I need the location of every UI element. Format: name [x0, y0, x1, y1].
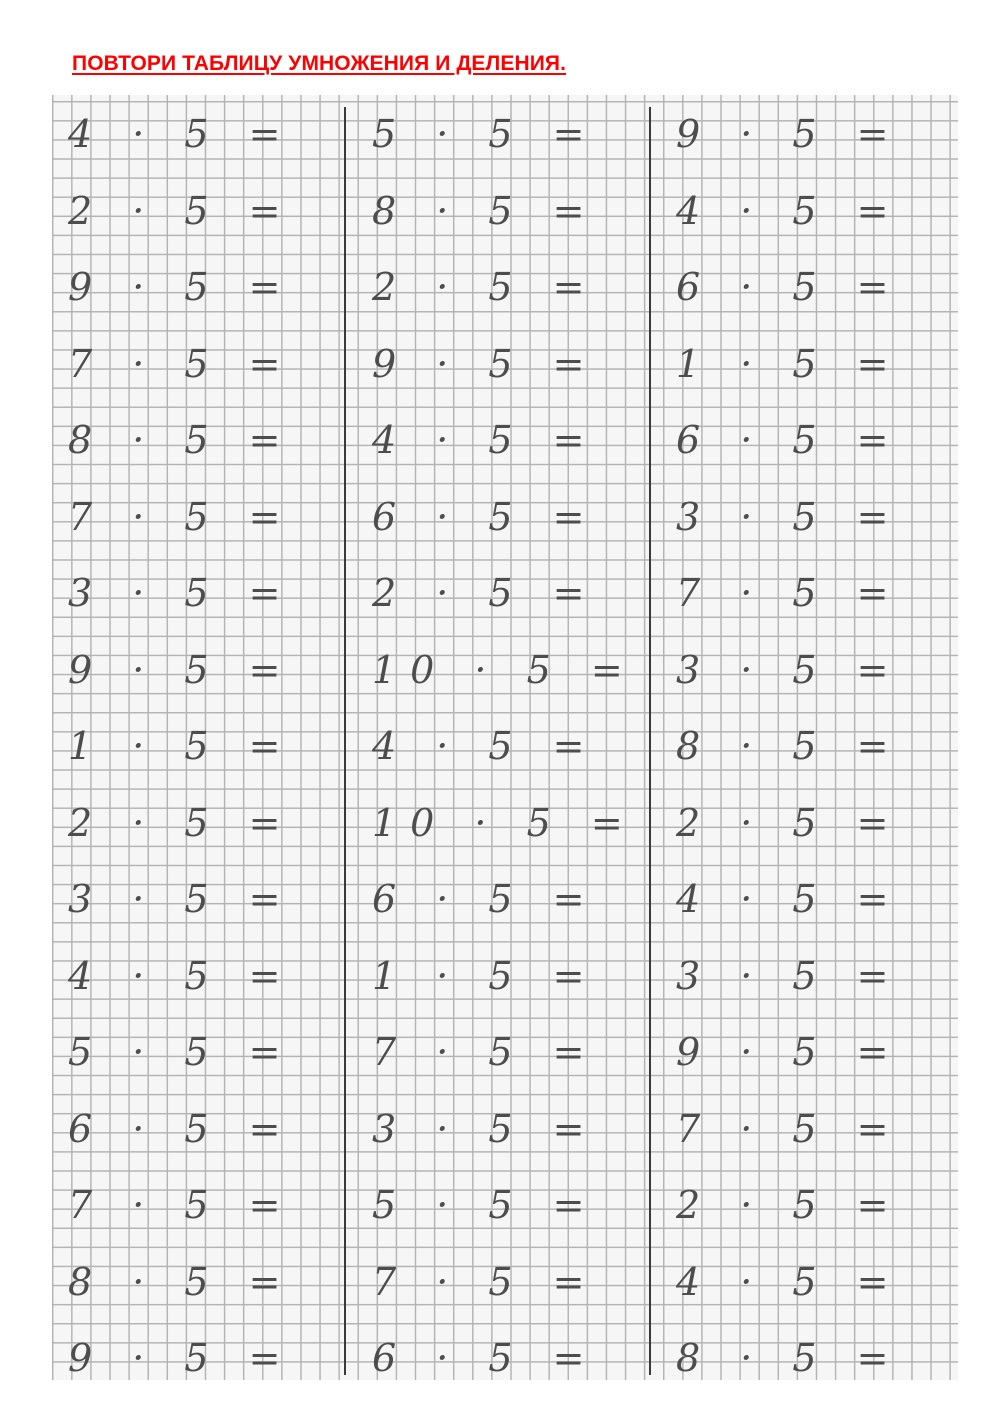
multiplication-exercise: 3 · 5 =: [68, 877, 295, 921]
multiplication-exercise: 3 · 5 =: [676, 647, 903, 692]
multiplication-exercise: 7 · 5 =: [676, 571, 903, 615]
multiplication-exercise: 8 · 5 =: [372, 188, 599, 233]
multiplication-exercise: 6 · 5 =: [676, 418, 903, 462]
multiplication-exercise: 9 · 5 =: [68, 1336, 295, 1380]
multiplication-exercise: 7 · 5 =: [68, 1183, 295, 1227]
multiplication-exercise: 9 · 5 =: [68, 647, 295, 692]
multiplication-exercise: 5 · 5 =: [68, 1030, 295, 1074]
multiplication-exercise: 7 · 5 =: [68, 494, 295, 539]
multiplication-exercise: 9 · 5 =: [68, 265, 295, 309]
multiplication-exercise: 8 · 5 =: [68, 418, 295, 462]
multiplication-exercise: 6 · 5 =: [68, 1106, 295, 1151]
multiplication-exercise: 7 · 5 =: [676, 1106, 903, 1151]
multiplication-exercise: 5 · 5 =: [372, 112, 599, 156]
multiplication-exercise: 7 · 5 =: [372, 1030, 599, 1074]
multiplication-exercise: 1 · 5 =: [372, 953, 599, 998]
worksheet-title: ПОВТОРИ ТАБЛИЦУ УМНОЖЕНИЯ И ДЕЛЕНИЯ.: [72, 52, 567, 75]
multiplication-exercise: 9 · 5 =: [372, 341, 599, 386]
multiplication-exercise: 1 · 5 =: [676, 341, 903, 386]
multiplication-exercise: 10 · 5 =: [372, 647, 637, 692]
column-divider-1: [344, 107, 346, 1375]
multiplication-exercise: 2 · 5 =: [372, 265, 599, 309]
multiplication-exercise: 3 · 5 =: [676, 953, 903, 998]
multiplication-exercise: 6 · 5 =: [372, 1336, 599, 1380]
multiplication-exercise: 9 · 5 =: [676, 112, 903, 156]
multiplication-exercise: 3 · 5 =: [676, 494, 903, 539]
multiplication-exercise: 3 · 5 =: [372, 1106, 599, 1151]
multiplication-exercise: 9 · 5 =: [676, 1030, 903, 1074]
multiplication-exercise: 6 · 5 =: [676, 265, 903, 309]
multiplication-exercise: 6 · 5 =: [372, 494, 599, 539]
multiplication-exercise: 10 · 5 =: [372, 800, 637, 845]
multiplication-exercise: 2 · 5 =: [676, 1183, 903, 1227]
multiplication-exercise: 4 · 5 =: [676, 1259, 903, 1304]
multiplication-exercise: 8 · 5 =: [676, 724, 903, 768]
multiplication-exercise: 4 · 5 =: [68, 953, 295, 998]
multiplication-exercise: 2 · 5 =: [372, 571, 599, 615]
multiplication-exercise: 7 · 5 =: [68, 341, 295, 386]
multiplication-exercise: 4 · 5 =: [676, 877, 903, 921]
multiplication-exercise: 4 · 5 =: [68, 112, 295, 156]
multiplication-exercise: 2 · 5 =: [68, 188, 295, 233]
multiplication-exercise: 5 · 5 =: [372, 1183, 599, 1227]
multiplication-exercise: 2 · 5 =: [68, 800, 295, 845]
column-divider-2: [649, 107, 651, 1375]
multiplication-exercise: 1 · 5 =: [68, 724, 295, 768]
multiplication-exercise: 4 · 5 =: [676, 188, 903, 233]
multiplication-exercise: 8 · 5 =: [676, 1336, 903, 1380]
multiplication-exercise: 4 · 5 =: [372, 724, 599, 768]
multiplication-exercise: 6 · 5 =: [372, 877, 599, 921]
multiplication-exercise: 3 · 5 =: [68, 571, 295, 615]
multiplication-exercise: 7 · 5 =: [372, 1259, 599, 1304]
multiplication-exercise: 4 · 5 =: [372, 418, 599, 462]
multiplication-exercise: 2 · 5 =: [676, 800, 903, 845]
grid-paper-sheet: [52, 95, 958, 1380]
multiplication-exercise: 8 · 5 =: [68, 1259, 295, 1304]
